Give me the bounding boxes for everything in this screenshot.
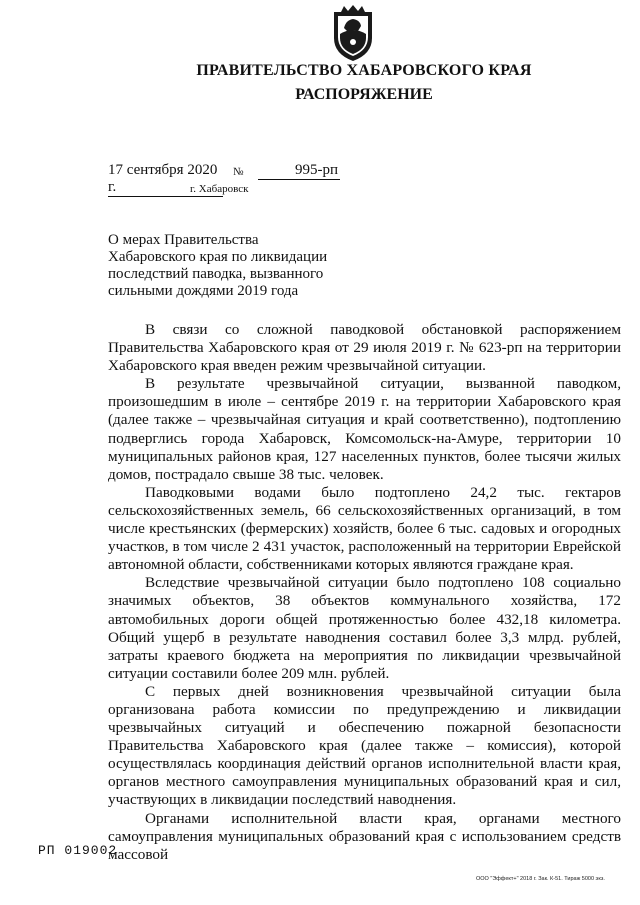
document-number: 995-рп [258,162,340,180]
document-body [108,321,621,864]
body-paragraph: В связи со сложной паводковой обстановкой распоряжением Правительства Хабаровского края от 29 июля 2019 г. № 623-рп на территории Хабаровского края введен режим чрезвычайной ситуации. [108,321,621,375]
document-date: 17 сентября 2020 г. [108,162,223,197]
printer-imprint: ООО "Эффект+" 2018 г. Зак. К-51. Тираж 5000 экз. [476,876,605,882]
body-paragraph: В результате чрезвычайной ситуации, вызванной паводком, произошедшим в июле – сентябре 2019 г. на территории Хабаровского края (далее также – чрезвычайная ситуация и край соответственно), подтоплению подверглись города Хабаровск, Комсомольск-на-Амуре, территории 10 муниципальных районов края, 127 населенных пунктов, более тысячи жилых домов, пострадало свыше 38 тыс. человек. [108,375,621,483]
body-paragraph: С первых дней возникновения чрезвычайной ситуации была организована работа комиссии по предупреждению и ликвидации чрезвычайных ситуаций и обеспечению пожарной безопасности Правительства Хабаровского края (далее также – комиссия), которой осуществлялась координация действий органов исполнительной власти края, органов местного самоуправления муниципальных образований края и сил, участвующих в ликвидации последствий наводнения. [108,682,621,809]
body-paragraph: Вследствие чрезвычайной ситуации было подтоплено 108 социально значимых объектов, 38 объектов коммунального хозяйства, 172 автомобильных дороги общей протяженностью более 432,18 километра. Общий ущерб в результате наводнения составил более 3,3 млрд. рублей, затраты краевого бюджета на мероприятия по ликвидации чрезвычайной ситуации составили более 209 млн. рублей. [108,574,621,682]
document-type: РАСПОРЯЖЕНИЕ [295,86,433,103]
document-subject: О мерах Правительства Хабаровского края по ликвидации последствий паводка, вызванного сильными дождями 2019 года [108,232,328,299]
document-city: г. Хабаровск [190,183,249,195]
body-paragraph: Органами исполнительной власти края, органами местного самоуправления муниципальных образований края с использованием средств массовой [108,809,621,863]
coat-of-arms-icon [330,4,376,62]
form-code: РП 019002 [38,843,118,858]
government-title: ПРАВИТЕЛЬСТВО ХАБАРОВСКОГО КРАЯ [196,62,532,79]
body-paragraph: Паводковыми водами было подтоплено 24,2 тыс. гектаров сельскохозяйственных земель, 66 сельскохозяйственных организаций, в том числе крестьянских (фермерских) хозяйств, более 6 тыс. садовых и огородных участков, в том числе 2 431 участок, расположенный на территории Еврейской автономной области, собственниками которых являются граждане края. [108,483,621,574]
number-sign: № [233,166,244,178]
